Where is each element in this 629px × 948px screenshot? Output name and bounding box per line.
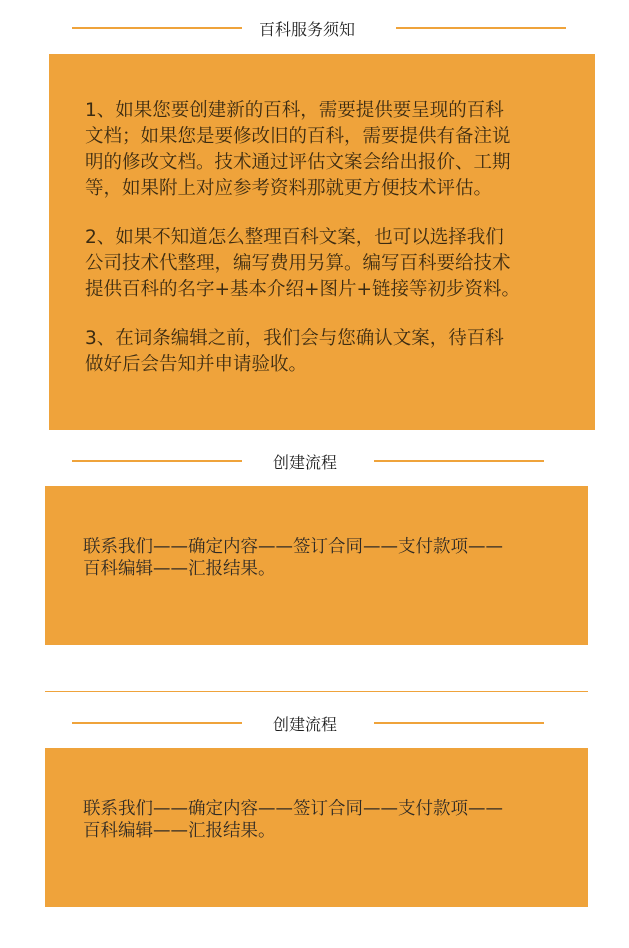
process-title-first: 创建流程 bbox=[273, 453, 338, 472]
heading-right-line bbox=[396, 27, 566, 29]
process-title-second: 创建流程 bbox=[273, 715, 338, 734]
service-notice-paragraph-2: 2、如果不知道怎么整理百科文案，也可以选择我们 公司技术代整理，编写费用另算。编写百科要给技术 提供百科的名字+基本介绍+图片+链接等初步资料。 bbox=[85, 227, 521, 300]
heading-left-line bbox=[72, 722, 242, 724]
process-steps-first: 联系我们——确定内容——签订合同——支付款项—— 百科编辑——汇报结果。 bbox=[83, 537, 503, 579]
service-notice-panel bbox=[49, 54, 595, 430]
process-heading-first bbox=[0, 446, 629, 476]
heading-right-line bbox=[374, 460, 544, 462]
process-heading-second bbox=[0, 708, 629, 738]
service-notice-title: 百科服务须知 bbox=[259, 20, 356, 39]
service-notice-paragraph-3: 3、在词条编辑之前，我们会与您确认文案，待百科 做好后会告知并申请验收。 bbox=[85, 328, 504, 375]
process-panel-first bbox=[45, 486, 588, 645]
process-panel-second bbox=[45, 748, 588, 907]
heading-left-line bbox=[72, 460, 242, 462]
section-divider bbox=[45, 691, 588, 692]
heading-right-line bbox=[374, 722, 544, 724]
heading-left-line bbox=[72, 27, 242, 29]
process-steps-second: 联系我们——确定内容——签订合同——支付款项—— 百科编辑——汇报结果。 bbox=[83, 799, 503, 841]
service-notice-heading bbox=[0, 13, 629, 43]
service-notice-paragraph-1: 1、如果您要创建新的百科，需要提供要呈现的百科 文档；如果您是要修改旧的百科，需要提供有备注说 明的修改文档。技术通过评估文案会给出报价、工期 等，如果附上对应参考资料那就更方便技术评估。 bbox=[85, 100, 511, 199]
